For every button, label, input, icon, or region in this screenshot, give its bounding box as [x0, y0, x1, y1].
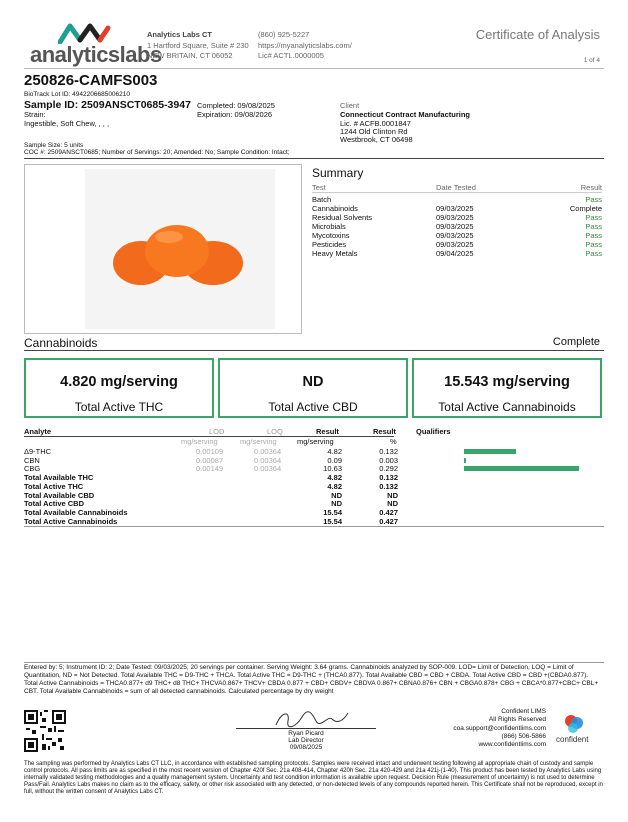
lab-name: Analytics Labs CT	[147, 30, 213, 39]
lab-phone: (860) 925-5227	[258, 30, 310, 39]
lab-url[interactable]: https://myanalyticslabs.com/	[258, 41, 352, 50]
confident-brand: confident	[556, 735, 589, 744]
summary-date: 09/03/2025	[436, 240, 474, 249]
analyte-result-mg: 10.63	[323, 464, 342, 474]
col-analyte: Analyte	[24, 427, 52, 436]
analyte-row	[24, 517, 604, 526]
analyte-result-pct: 0.292	[379, 464, 398, 474]
total-active-cbd-value: ND	[302, 374, 324, 390]
signer-date: 09/08/2025	[289, 744, 323, 751]
lims-phone: (866) 506-5866	[501, 733, 546, 740]
lims-rights: All Rights Reserved	[488, 716, 546, 723]
lab-address2: NEW BRITAIN, CT 06052	[147, 51, 233, 60]
analyte-bar	[464, 458, 466, 463]
summary-row	[312, 195, 602, 204]
total-active-cannabinoids-box	[412, 358, 602, 418]
analyte-result-pct: 0.427	[379, 516, 398, 526]
analyte-loq: 0.00364	[254, 447, 282, 456]
analyte-result-mg: 0.09	[327, 455, 342, 465]
summary-date: 09/03/2025	[436, 204, 474, 213]
analyte-lod: 0.00149	[196, 464, 224, 474]
summary-result: Pass	[585, 195, 602, 204]
signer-title: Lab Director	[288, 737, 324, 744]
analyte-bar	[464, 449, 516, 454]
total-active-cbd-label: Total Active CBD	[268, 400, 358, 414]
page-number: 1 of 4	[583, 57, 600, 64]
logo-text: analyticslabs	[30, 42, 162, 67]
analyte-table-header	[24, 427, 604, 436]
analyte-result-mg: 15.54	[323, 507, 342, 517]
cert-title: Certificate of Analysis	[475, 27, 600, 42]
analyte-result-pct: 0.132	[379, 481, 398, 491]
logo	[30, 22, 162, 67]
client-license: Lic. # ACFB.0001847	[340, 119, 411, 128]
qr-code-icon	[24, 710, 66, 752]
product-image	[24, 164, 302, 334]
signer-name: Ryan Picard	[288, 730, 324, 737]
analyte-result-pct: 0.003	[379, 455, 398, 465]
analyte-name: Δ9-THC	[24, 447, 52, 456]
col-qualifiers: Qualifiers	[416, 427, 451, 436]
summary-header-date: Date Tested	[436, 183, 476, 192]
analyte-name: Total Active THC	[24, 481, 84, 491]
summary-row	[312, 249, 602, 258]
lims-url[interactable]: www.confidentlims.com	[478, 741, 546, 748]
sample-type: Ingestible, Soft Chew, , , ,	[24, 119, 110, 128]
coc-info: COC #: 2509ANSCT0685; Number of Servings: 20; Amended: No; Sample Condition: Intact;	[24, 149, 290, 156]
analyte-result-mg: ND	[331, 490, 342, 500]
summary-header-test: Test	[312, 183, 326, 192]
summary-row	[312, 222, 602, 231]
lims-email[interactable]: coa.support@confidentlims.com	[453, 725, 546, 732]
summary-date: 09/03/2025	[436, 213, 474, 222]
expiration-date: Expiration: 09/08/2026	[197, 110, 273, 119]
analyte-units-row	[24, 437, 604, 446]
lab-address1: 1 Hartford Square, Suite # 230	[147, 41, 249, 50]
method-notes: Entered by: 5; Instrument ID: 2; Date Tested: 09/03/2025; 20 servings per container. Serving Weight: 3.64 grams. Cannabinoids analyzed by SOP-009. LOD= Limit of Detection, LOQ = Limit of Quantitation, ND = Not Detected. Total Available THC = D9-THC + THCA. Total Active THC = D9-THC + (THCA0.877). Total Available CBD = CBD + CBDA. Total Active CBD = CBD +(CBDA0.877). Total Active Cannabinoids = THCA0.877+ d9 THC+ d8 THC+ THCVA0.867+ THCV+ CBDA 0.877 + CBD+ CBDV+ CBDVA 0.867+ CBNA0.876+ CBN + CBGA0.878+ CBG + CBCA*0.877+CBC+ CBL+ CBT. Total Available Cannabinoids = sum of all detected cannabinoids. Calculated percentage by dry weight	[24, 664, 599, 695]
summary-header	[312, 183, 602, 192]
analyte-name: CBG	[24, 464, 41, 474]
summary-test: Heavy Metals	[312, 249, 358, 258]
summary-date: 09/04/2025	[436, 249, 474, 258]
sample-size: Sample Size: 5 units	[24, 142, 84, 149]
analyte-lod: 0.00087	[196, 455, 224, 465]
analyte-row	[24, 456, 604, 465]
lab-license: Lic# ACTL.0000005	[258, 51, 324, 60]
strain: Strain:	[24, 110, 46, 119]
total-active-cbd-box	[218, 358, 408, 418]
summary-date: 09/03/2025	[436, 231, 474, 240]
analyte-loq: 0.00364	[254, 464, 282, 474]
analyte-name: Total Available CBD	[24, 490, 95, 500]
summary-row	[312, 240, 602, 249]
summary-test: Batch	[312, 195, 332, 204]
analyte-name: Total Active Cannabinoids	[24, 516, 118, 526]
analyte-result-mg: 4.82	[327, 447, 342, 456]
analyte-row	[24, 499, 604, 508]
sample-code: 250826-CAMFS003	[24, 72, 158, 89]
analyte-bar	[464, 466, 579, 471]
summary-result: Complete	[569, 204, 602, 213]
client-name: Connecticut Contract Manufacturing	[340, 110, 471, 119]
analyte-result-mg: 4.82	[327, 473, 342, 483]
analyte-result-mg: ND	[331, 499, 342, 509]
analyte-result-pct: ND	[387, 490, 398, 500]
summary-header-result: Result	[580, 183, 602, 192]
analyte-result-mg: 15.54	[323, 516, 342, 526]
summary-row	[312, 213, 602, 222]
summary-result: Pass	[585, 222, 602, 231]
summary-result: Pass	[585, 231, 602, 240]
summary-row	[312, 231, 602, 240]
analyte-lod: 0.00109	[196, 447, 224, 456]
summary-date: 09/03/2025	[436, 222, 474, 231]
summary-result: Pass	[585, 249, 602, 258]
client-address1: 1244 Old Clinton Rd	[340, 127, 408, 136]
analyte-result-pct: ND	[387, 499, 398, 509]
col-result-pct: Result	[373, 427, 396, 436]
analyte-result-mg: 4.82	[327, 481, 342, 491]
unit-lod: mg/serving	[181, 437, 218, 446]
analyte-loq: 0.00364	[254, 455, 282, 465]
total-active-thc-label: Total Active THC	[74, 400, 164, 414]
completed-date: Completed: 09/08/2025	[197, 101, 275, 110]
cannabinoids-status: Complete	[552, 336, 600, 348]
analyte-row	[24, 491, 604, 500]
total-active-cannabinoids-value: 15.543 mg/serving	[444, 374, 570, 390]
analyte-name: CBN	[24, 455, 40, 465]
lims-name: Confident LIMS	[501, 708, 546, 715]
analyte-row	[24, 447, 604, 456]
unit-result-pct: %	[390, 437, 397, 446]
total-active-thc-box	[24, 358, 214, 418]
analyte-result-pct: 0.132	[379, 447, 398, 456]
summary-test: Cannabinoids	[312, 204, 358, 213]
analyte-result-pct: 0.132	[379, 473, 398, 483]
analyte-result-pct: 0.427	[379, 507, 398, 517]
total-active-thc-value: 4.820 mg/serving	[60, 374, 178, 390]
analyte-name: Total Active CBD	[24, 499, 85, 509]
analyte-row	[24, 473, 604, 482]
summary-test: Mycotoxins	[312, 231, 350, 240]
cannabinoids-title: Cannabinoids	[24, 336, 98, 350]
analyte-row	[24, 508, 604, 517]
logo-mark-icon	[58, 22, 112, 44]
analyte-row	[24, 482, 604, 491]
summary-test: Pesticides	[312, 240, 347, 249]
analyte-name: Total Available THC	[24, 473, 94, 483]
client-label: Client	[340, 101, 360, 110]
gummy-icon	[109, 215, 249, 295]
disclaimer: The sampling was performed by Analytics Labs CT LLC, in accordance with established sampling protocols. Samples were received intact and underwent testing following all appropriate chain of custody and sample control protocols. All pass limits are as specified in the most recent version of Chapter 420f Sec. 21a 408-414, Chapter 420h Sec. 21a 420-429 and 21a 421j-(1-40). This product has been tested by Analytics Labs using internally validated testing methodologies and a quality management system. Uncertainty and test condition information is available upon request. Decision Rule (measurement of uncertainty) is not used to determine Pass/Fail. Analytics Labs makes no claim as to the efficacy, safety, or other risk associated with any detected, or non-detected levels of any compounds reported herein. This Certificate shall not be reproduced, except in full, without the written consent of Analytics Labs CT.	[24, 761, 603, 795]
summary-result: Pass	[585, 240, 602, 249]
unit-loq: mg/serving	[240, 437, 277, 446]
unit-result-mg: mg/serving	[297, 437, 334, 446]
col-lod: LOD	[209, 427, 225, 436]
client-address2: Westbrook, CT 06498	[340, 135, 413, 144]
summary-row	[312, 204, 602, 213]
biotrack-id: BioTrack Lot ID: 4942206685006210	[24, 91, 131, 98]
confident-logo-icon	[563, 713, 585, 735]
analyte-name: Total Available Cannabinoids	[24, 507, 128, 517]
col-result-mg: Result	[316, 427, 339, 436]
summary-test: Residual Solvents	[312, 213, 373, 222]
col-loq: LOQ	[267, 427, 283, 436]
summary-test: Microbials	[312, 222, 346, 231]
sample-id: Sample ID: 2509ANSCT0685-3947	[24, 99, 191, 111]
summary-title: Summary	[312, 166, 364, 180]
summary-result: Pass	[585, 213, 602, 222]
total-active-cannabinoids-label: Total Active Cannabinoids	[438, 400, 576, 414]
